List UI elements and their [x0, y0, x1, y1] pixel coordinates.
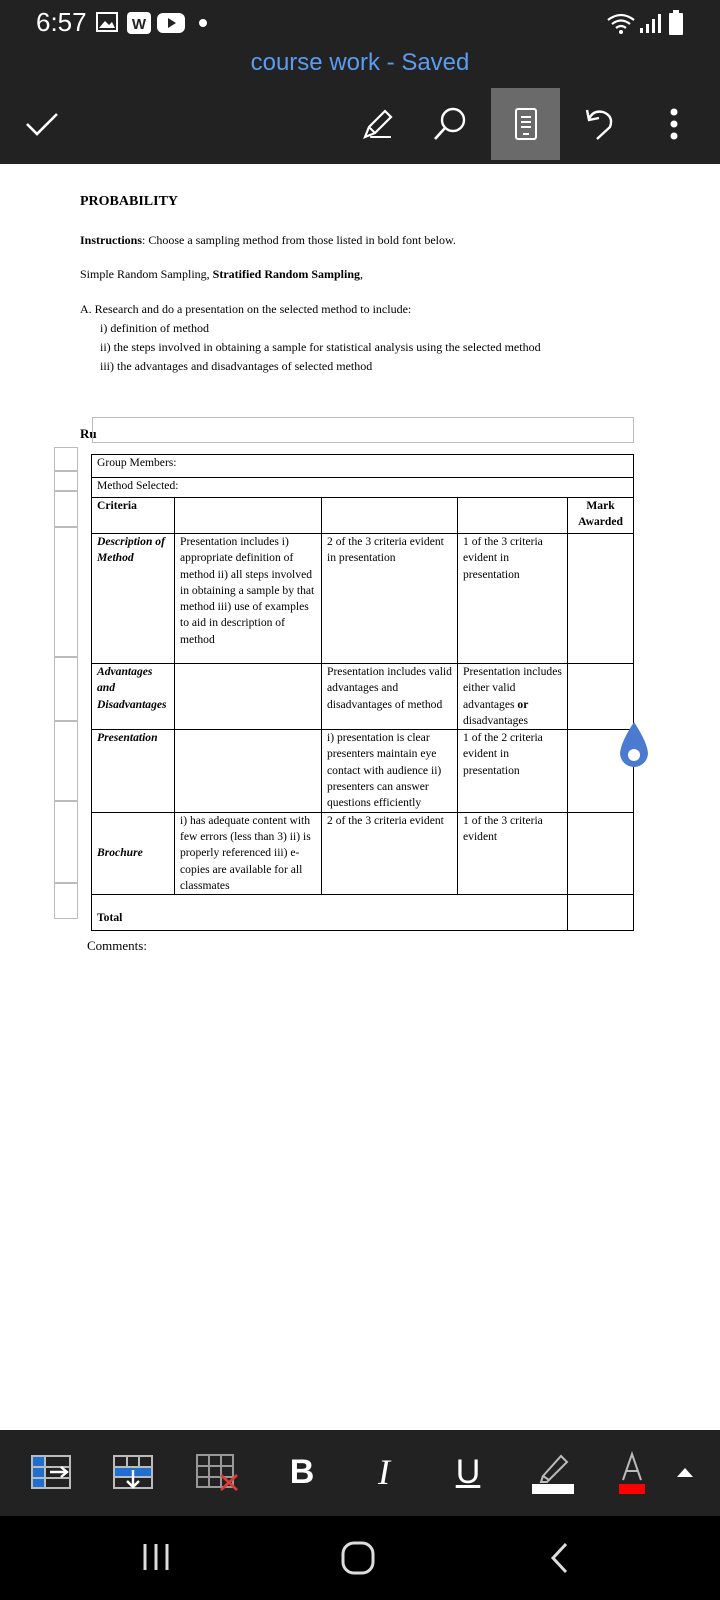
document-title[interactable]: course work - Saved — [250, 49, 470, 76]
methods-tail: , — [360, 267, 364, 281]
highlight-button[interactable] — [528, 1444, 578, 1500]
reading-view-icon — [514, 108, 538, 140]
table-cell[interactable]: 1 of the 2 criteria evident in presentation — [458, 730, 568, 812]
group-members-cell[interactable]: Group Members: — [92, 455, 634, 478]
delete-table-button[interactable] — [192, 1444, 242, 1500]
comments-label: Comments: — [87, 938, 147, 953]
table-cell[interactable] — [322, 498, 458, 534]
instructions-paragraph — [80, 231, 456, 250]
table-row — [92, 478, 634, 498]
task-item: iii) the advantages and disadvantages of selected method — [100, 359, 373, 373]
table-row — [92, 730, 634, 812]
signal-icon — [638, 12, 664, 34]
title-bar — [0, 46, 720, 88]
table-cell[interactable]: i) has adequate content with few errors (less than 3) ii) is properly referenced iii) e-copies are available for all classmates — [175, 812, 322, 894]
rubric-table[interactable] — [91, 454, 634, 931]
expand-icon — [676, 1466, 694, 1478]
table-cell[interactable] — [175, 730, 322, 812]
criteria-header[interactable]: Criteria — [92, 498, 175, 534]
undo-button[interactable] — [574, 88, 626, 160]
document-heading: PROBABILITY — [80, 194, 179, 209]
insert-table-icon — [30, 1454, 72, 1490]
insert-row-below-button[interactable] — [108, 1444, 158, 1500]
top-toolbar — [0, 88, 720, 164]
dot-icon — [198, 18, 208, 28]
back-icon[interactable] — [548, 1540, 572, 1576]
pen-icon — [361, 107, 395, 141]
table-cell[interactable]: 1 of the 3 criteria evident — [458, 812, 568, 894]
total-mark-cell[interactable] — [568, 895, 634, 931]
more-icon — [668, 107, 680, 141]
row-marker[interactable] — [54, 491, 78, 527]
row-marker[interactable] — [54, 883, 78, 919]
instructions-label: Instructions — [80, 233, 143, 247]
delete-table-icon — [195, 1453, 239, 1491]
row-marker[interactable] — [54, 801, 78, 883]
total-cell[interactable]: Total — [92, 895, 568, 931]
find-button[interactable] — [424, 88, 476, 160]
table-cell[interactable]: Presentation includes i) appropriate definition of method ii) all steps involved in obtaining a sample by that method iii) use of examples to aid in description of method — [175, 534, 322, 664]
table-cell[interactable]: 1 of the 3 criteria evident in presentation — [458, 534, 568, 664]
table-cell[interactable]: Presentation includes valid advantages and disadvantages of method — [322, 664, 458, 730]
table-row — [92, 534, 634, 664]
undo-icon — [583, 107, 617, 141]
table-cell[interactable] — [175, 498, 322, 534]
table-row — [92, 498, 634, 534]
image-icon — [96, 12, 118, 32]
status-bar — [0, 0, 720, 46]
criteria-cell[interactable]: Brochure — [92, 812, 175, 894]
table-cell[interactable]: 2 of the 3 criteria evident — [322, 812, 458, 894]
expand-toolbar-button[interactable] — [670, 1444, 700, 1500]
mark-cell[interactable] — [568, 534, 634, 664]
table-cell[interactable] — [175, 664, 322, 730]
done-button[interactable] — [12, 88, 72, 160]
row-marker[interactable] — [54, 447, 78, 471]
clock: 6:57 — [36, 7, 87, 37]
svg-text:W: W — [131, 16, 147, 33]
row-marker[interactable] — [54, 527, 78, 657]
underline-button[interactable]: U — [455, 1452, 481, 1491]
recent-apps-icon[interactable] — [140, 1540, 172, 1574]
method-simple-random: Simple Random Sampling, — [80, 267, 213, 281]
battery-icon — [668, 10, 684, 36]
table-cell[interactable]: i) presentation is clear presenters maintain eye contact with audience ii) presenters can answer questions efficiently — [322, 730, 458, 812]
more-options-button[interactable] — [652, 88, 696, 160]
word-app-icon — [127, 12, 151, 34]
criteria-cell[interactable]: Presentation — [92, 730, 175, 812]
wifi-icon — [606, 12, 636, 34]
highlighter-icon — [531, 1450, 575, 1494]
cursor-handle-icon[interactable] — [617, 720, 651, 772]
youtube-icon — [157, 12, 185, 34]
home-icon[interactable] — [340, 1540, 376, 1576]
bold-button[interactable]: B — [289, 1452, 315, 1491]
row-marker[interactable] — [54, 657, 78, 721]
table-cell[interactable]: 2 of the 3 criteria evident in presentation — [322, 534, 458, 664]
document-canvas[interactable] — [0, 164, 720, 1430]
table-row — [92, 455, 634, 478]
mark-awarded-header[interactable]: Mark Awarded — [568, 498, 634, 534]
insert-row-below-icon — [112, 1454, 154, 1490]
criteria-cell[interactable]: Advantages and Disadvantages — [92, 664, 175, 730]
navigation-bar — [0, 1516, 720, 1600]
insert-table-button[interactable] — [26, 1444, 76, 1500]
draw-button[interactable] — [352, 88, 404, 160]
task-item: ii) the steps involved in obtaining a sample for statistical analysis using the selected method — [100, 340, 541, 354]
check-icon — [24, 110, 60, 138]
table-cell[interactable] — [458, 498, 568, 534]
search-icon — [432, 106, 468, 142]
mark-cell[interactable] — [568, 812, 634, 894]
font-color-icon — [617, 1450, 647, 1494]
italic-button[interactable]: I — [378, 1452, 390, 1492]
method-stratified: Stratified Random Sampling — [212, 267, 361, 281]
table-cell[interactable]: Presentation includes either valid advantages or disadvantages — [458, 664, 568, 730]
table-row — [92, 812, 634, 894]
table-row — [92, 895, 634, 931]
row-marker[interactable] — [54, 471, 78, 491]
criteria-cell[interactable]: Description of Method — [92, 534, 175, 664]
mobile-view-button[interactable] — [491, 88, 560, 160]
method-selected-cell[interactable]: Method Selected: — [92, 478, 634, 498]
task-item: i) definition of method — [100, 321, 209, 335]
task-intro: A. Research and do a presentation on the selected method to include: — [80, 302, 412, 316]
header-cell-box[interactable] — [92, 417, 634, 443]
rubric-label-clipped: Ru — [80, 426, 97, 441]
table-row — [92, 664, 634, 730]
methods-paragraph — [80, 265, 363, 284]
row-marker[interactable] — [54, 721, 78, 801]
font-color-button[interactable] — [612, 1444, 652, 1500]
format-toolbar — [0, 1430, 720, 1516]
instructions-text: : Choose a sampling method from those listed in bold font below. — [142, 233, 456, 247]
